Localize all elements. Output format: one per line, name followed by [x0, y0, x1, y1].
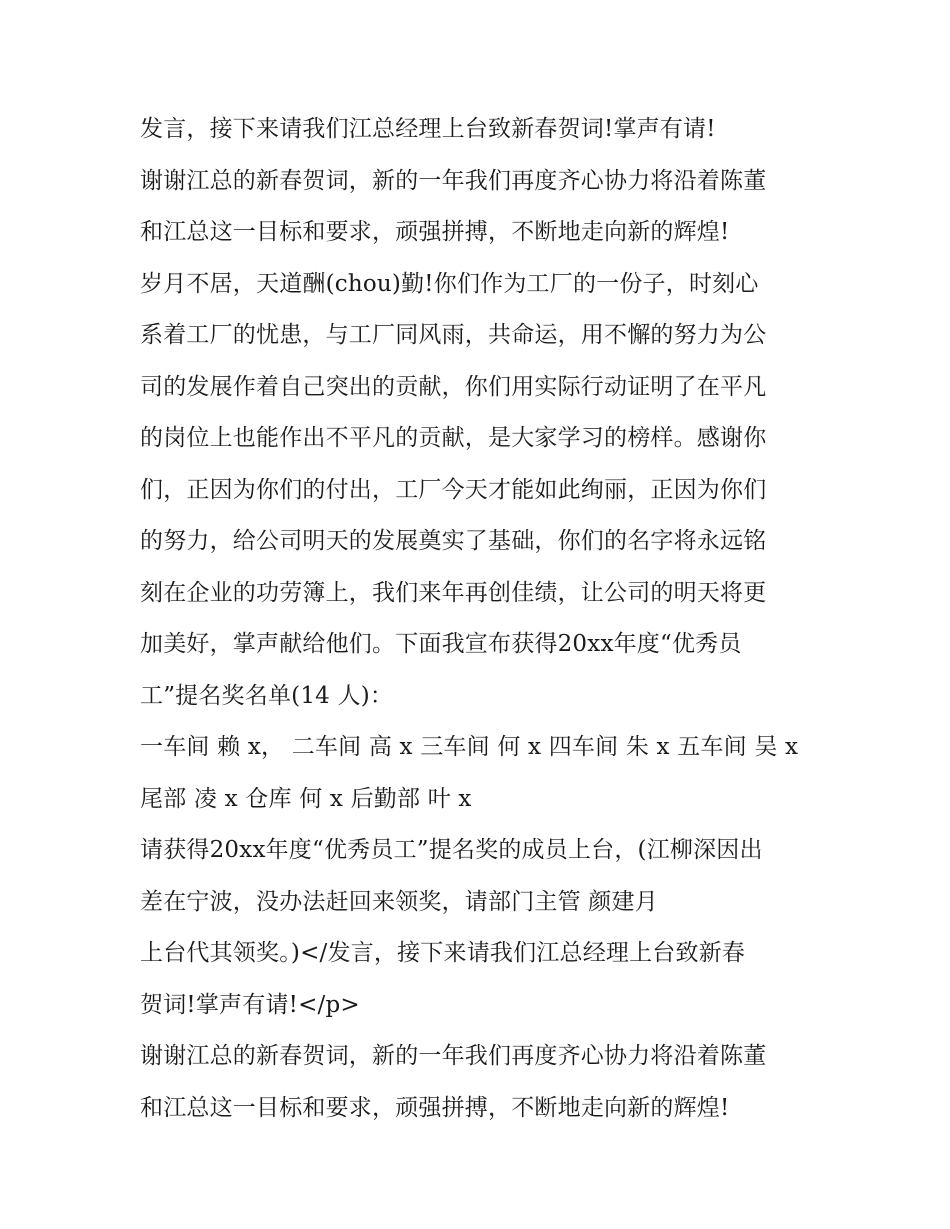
- text-line: 岁月不居，天道酬(chou)勤!你们作为工厂的一份子，时刻心: [140, 270, 759, 297]
- text-line: 一车间 赖 x， 二车间 高 x 三车间 何 x 四车间 朱 x 五车间 吴 x: [140, 734, 799, 760]
- text-line: 的努力，给公司明天的发展奠实了基础，你们的名字将永远铭: [140, 528, 767, 554]
- text-line: 们，正因为你们的付出，工厂今天才能如此绚丽，正因为你们: [140, 476, 767, 503]
- text-line: 尾部 凌 x 仓库 何 x 后勤部 叶 x: [140, 785, 472, 812]
- text-line: 谢谢江总的新春贺词，新的一年我们再度齐心协力将沿着陈董: [140, 1043, 767, 1069]
- text-line: 司的发展作着自己突出的贡献，你们用实际行动证明了在平凡: [140, 373, 767, 400]
- text-line: 谢谢江总的新春贺词，新的一年我们再度齐心协力将沿着陈董: [140, 167, 767, 194]
- text-line: 发言，接下来请我们江总经理上台致新春贺词!掌声有请!: [140, 116, 716, 142]
- text-line: 和江总这一目标和要求，顽强拼搏，不断地走向新的辉煌!: [140, 1094, 730, 1121]
- text-line: 刻在企业的功劳簿上，我们来年再创佳绩，让公司的明天将更: [140, 579, 767, 606]
- text-line: 贺词!掌声有请!</p>: [140, 991, 360, 1018]
- text-line: 加美好，掌声献给他们。下面我宣布获得20xx年度“优秀员: [140, 631, 742, 657]
- text-line: 系着工厂的忧患，与工厂同风雨，共命运，用不懈的努力为公: [140, 322, 767, 348]
- text-line: 差在宁波，没办法赶回来领奖，请部门主管 颜建月: [140, 888, 658, 915]
- document-body: [140, 104, 820, 1134]
- text-line: 和江总这一目标和要求，顽强拼搏，不断地走向新的辉煌!: [140, 219, 730, 245]
- text-line: 工”提名奖名单(14 人)：: [140, 682, 394, 709]
- text-line: 上台代其领奖。)</发言，接下来请我们江总经理上台致新春: [140, 940, 746, 966]
- text-line: 的岗位上也能作出不平凡的贡献，是大家学习的榜样。感谢你: [140, 425, 767, 451]
- text-line: 请获得20xx年度“优秀员工”提名奖的成员上台，(江柳深因出: [140, 837, 763, 863]
